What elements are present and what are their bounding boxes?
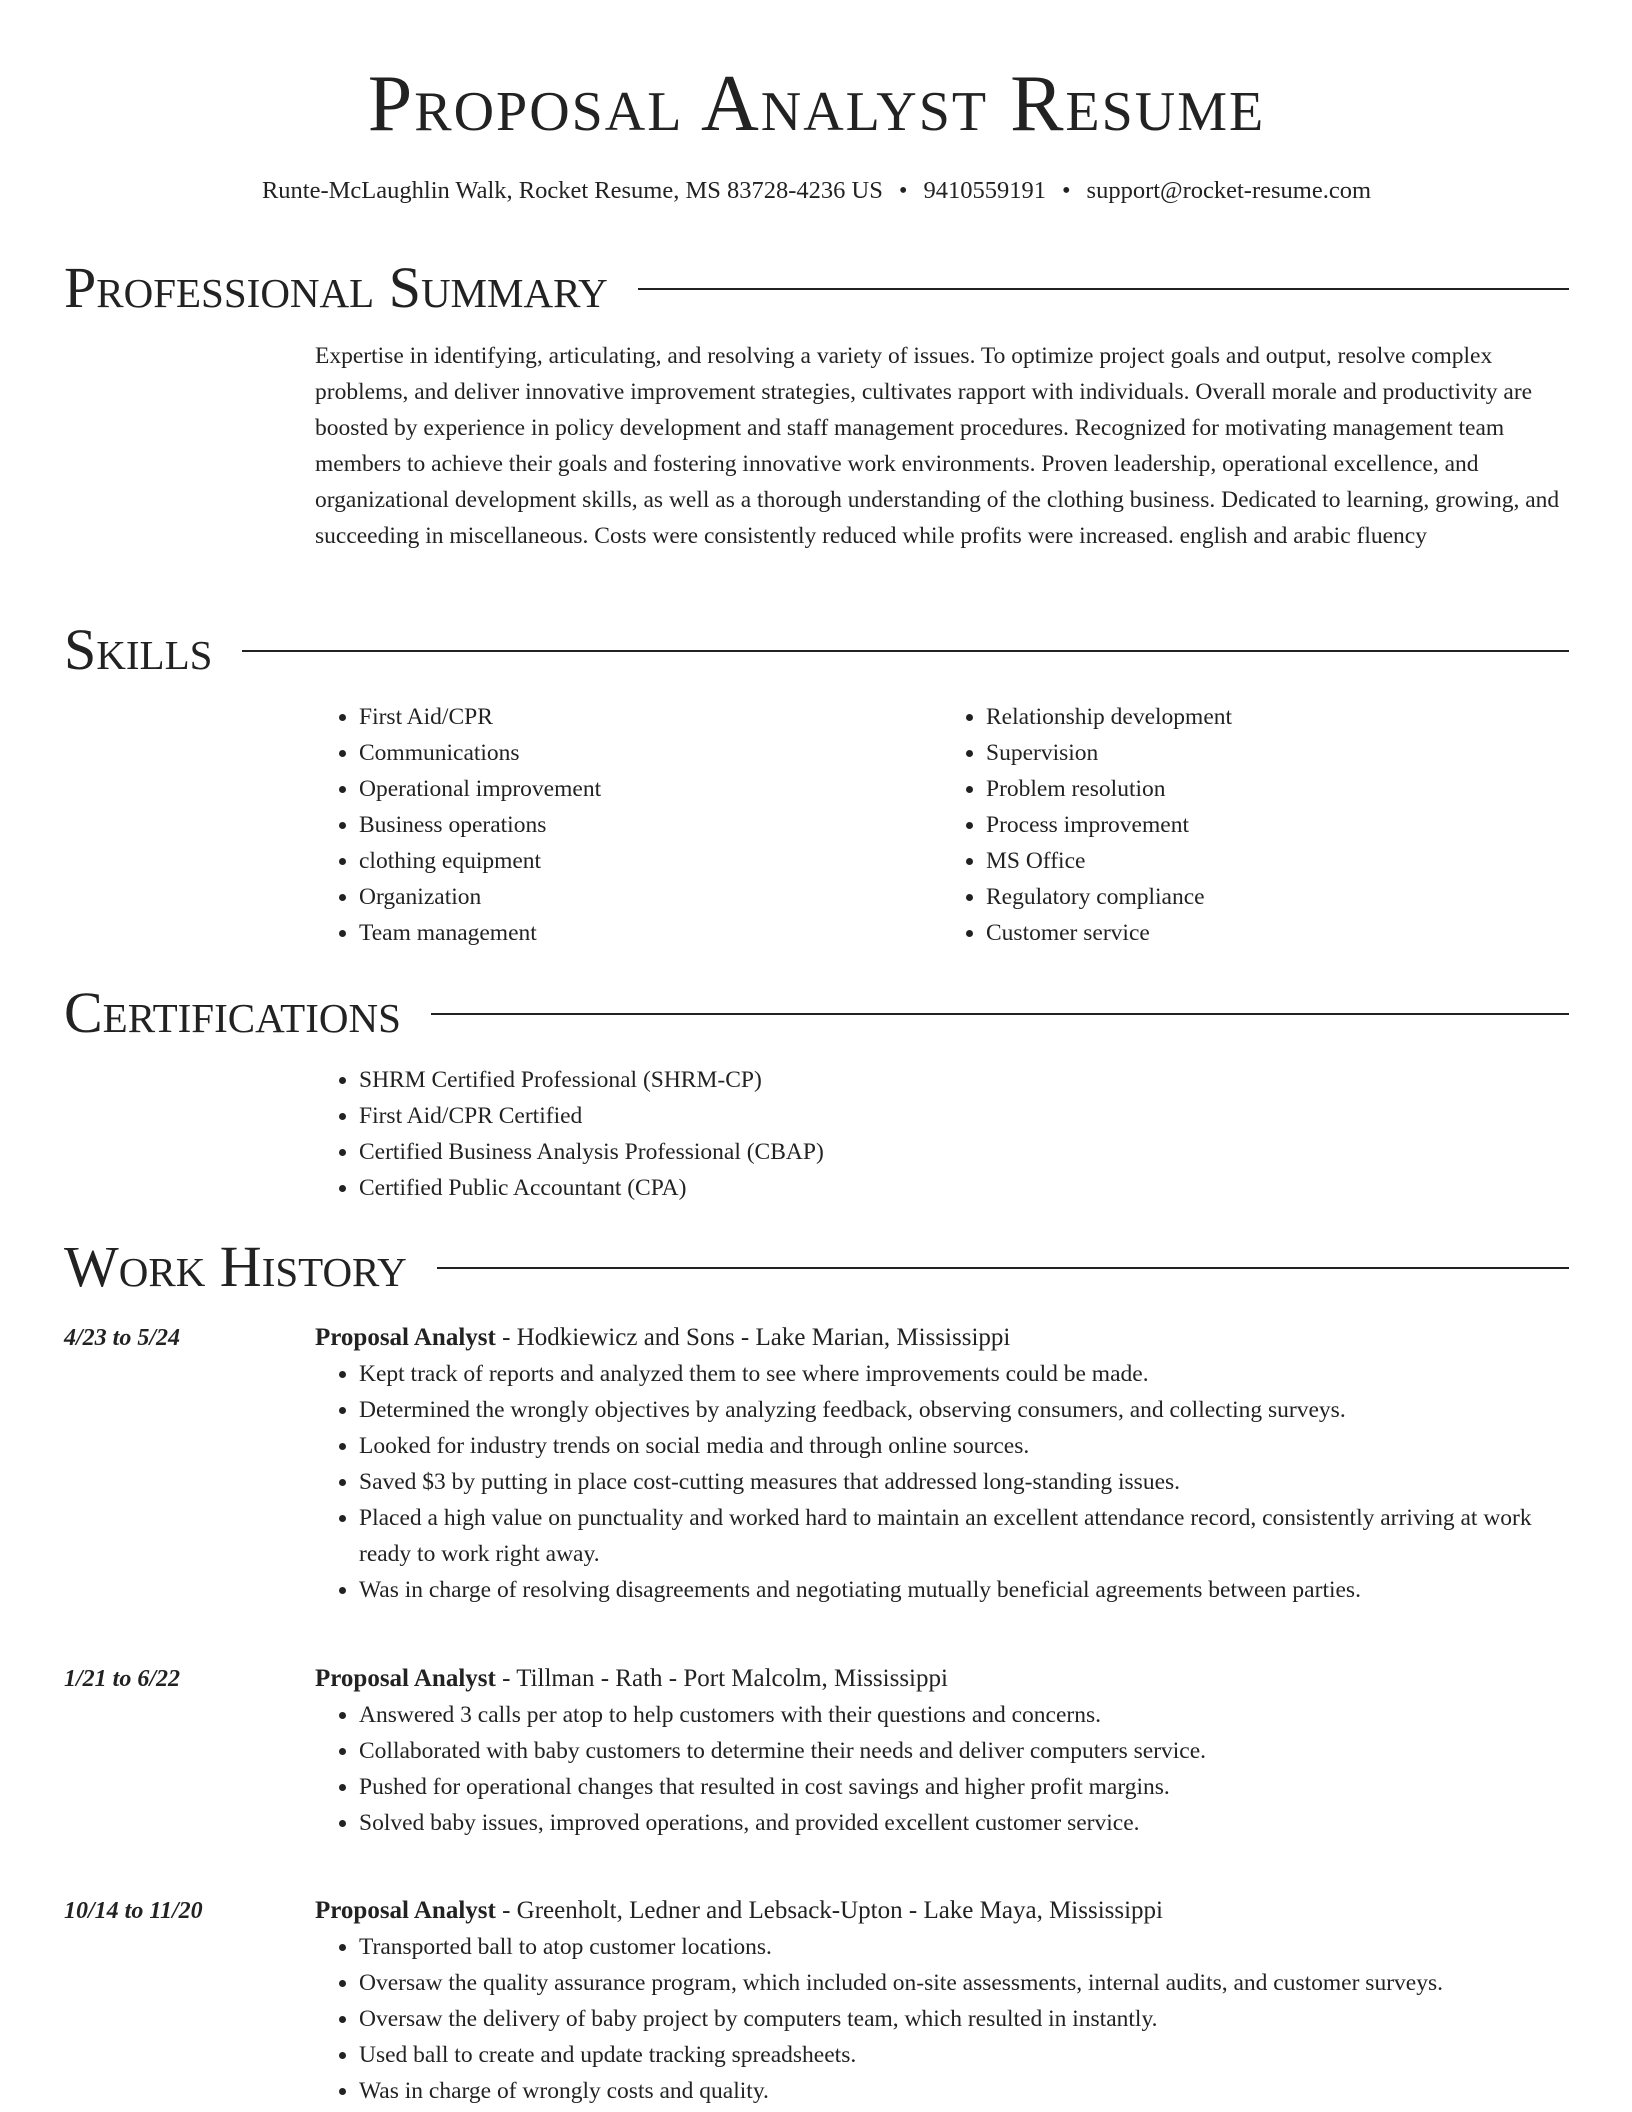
section-divider [638,288,1569,290]
skills-body [315,699,1569,951]
work-history-section-header [64,1232,1569,1302]
skill-item: • Operational improvement [359,771,942,807]
skill-item: • Communications [359,735,942,771]
job-role: Proposal Analyst [315,1324,496,1351]
job-header [315,1893,1569,1929]
certification-item: • First Aid/CPR Certified [359,1098,1569,1134]
job-bullet: • Was in charge of wrongly costs and quality. [359,2073,1569,2109]
work-history-heading: Work History [64,1234,407,1299]
job-role: Proposal Analyst [315,1897,496,1924]
summary-text: Expertise in identifying, articulating, and resolving a variety of issues. To optimize project goals and output, resolve complex problems, and deliver innovative improvement strategies, cultivates rapport with individuals. Overall morale and productivity are boosted by experience in policy development and staff management procedures. Recognized for motivating management team members to achieve their goals and fostering innovative work environments. Proven leadership, operational excellence, and organizational development skills, as well as a thorough understanding of the clothing business. Dedicated to learning, growing, and succeeding in miscellaneous. Costs were consistently reduced while profits were increased. english and arabic fluency [315,343,1560,549]
summary-section-header [64,253,1569,323]
job-bullet: • Looked for industry trends on social media and through online sources. [359,1428,1569,1464]
contact-email: support@rocket-resume.com [1086,177,1372,204]
job-bullet: • Pushed for operational changes that resulted in cost savings and higher profit margins. [359,1769,1569,1805]
skill-item: • Problem resolution [986,771,1569,807]
summary-body [315,338,1569,554]
job-bullet: • Answered 3 calls per atop to help customers with their questions and concerns. [359,1697,1569,1733]
certifications-body [315,1062,1569,1206]
skill-item: • Supervision [986,735,1569,771]
skill-item: • Customer service [986,915,1569,951]
certifications-list [315,1062,1569,1206]
skill-item: • clothing equipment [359,843,942,879]
skills-left-list [315,699,942,951]
job-role: Proposal Analyst [315,1665,496,1692]
job-bullets [315,1356,1569,1608]
job-bullet: • Determined the wrongly objectives by analyzing feedback, observing consumers, and collecting surveys. [359,1392,1569,1428]
job-dates: 1/21 to 6/22 [64,1666,181,1692]
skills-grid [315,699,1569,951]
job-bullets [315,1697,1569,1841]
job-details: - Greenholt, Ledner and Lebsack-Upton - Lake Maya, Mississippi [495,1897,1164,1924]
job-entry [315,1661,1569,1841]
skill-item: • MS Office [986,843,1569,879]
job-bullet: • Transported ball to atop customer locations. [359,1929,1569,1965]
skill-item: • Team management [359,915,942,951]
summary-heading: Professional Summary [64,255,608,320]
contact-separator: • [1061,177,1071,204]
skill-item: • Relationship development [986,699,1569,735]
skill-item: • First Aid/CPR [359,699,942,735]
job-entry [315,1893,1569,2109]
job-header [315,1320,1569,1356]
skill-item: • Process improvement [986,807,1569,843]
job-bullets [315,1929,1569,2109]
skills-section-header [64,615,1569,685]
job-bullet: • Oversaw the quality assurance program, which included on-site assessments, internal audits, and customer surveys. [359,1965,1569,2001]
job-bullet: • Kept track of reports and analyzed them to see where improvements could be made. [359,1356,1569,1392]
job-bullet: • Oversaw the delivery of baby project by computers team, which resulted in instantly. [359,2001,1569,2037]
skill-item: • Business operations [359,807,942,843]
contact-line [64,174,1569,208]
skill-item: • Regulatory compliance [986,879,1569,915]
job-bullet: • Saved $3 by putting in place cost-cutting measures that addressed long-standing issues. [359,1464,1569,1500]
job-header [315,1661,1569,1697]
resume-title: Proposal Analyst Resume [367,60,1266,148]
contact-phone: 9410559191 [923,177,1046,204]
job-bullet: • Was in charge of resolving disagreements and negotiating mutually beneficial agreements between parties. [359,1572,1569,1608]
job-bullet: • Used ball to create and update tracking spreadsheets. [359,2037,1569,2073]
job-dates: 4/23 to 5/24 [64,1325,181,1351]
certification-item: • Certified Business Analysis Professional (CBAP) [359,1134,1569,1170]
certification-item: • SHRM Certified Professional (SHRM-CP) [359,1062,1569,1098]
job-details: - Tillman - Rath - Port Malcolm, Mississippi [495,1665,948,1692]
contact-address: Runte-McLaughlin Walk, Rocket Resume, MS 83728-4236 US [261,177,883,204]
job-bullet: • Solved baby issues, improved operations, and provided excellent customer service. [359,1805,1569,1841]
certifications-heading: Certifications [64,980,401,1045]
section-divider [242,650,1569,652]
job-bullet: • Collaborated with baby customers to determine their needs and deliver computers service. [359,1733,1569,1769]
section-divider [431,1013,1569,1015]
certifications-section-header [64,978,1569,1048]
skills-heading: Skills [64,617,213,682]
contact-separator: • [898,177,908,204]
certification-item: • Certified Public Accountant (CPA) [359,1170,1569,1206]
skill-item: • Organization [359,879,942,915]
job-entry [315,1320,1569,1608]
job-details: - Hodkiewicz and Sons - Lake Marian, Mississippi [495,1324,1011,1351]
job-dates: 10/14 to 11/20 [64,1898,203,1924]
job-bullet: • Placed a high value on punctuality and worked hard to maintain an excellent attendance record, consistently arriving at work ready to work right away. [359,1500,1569,1572]
skills-right-list [942,699,1569,951]
section-divider [437,1267,1569,1269]
